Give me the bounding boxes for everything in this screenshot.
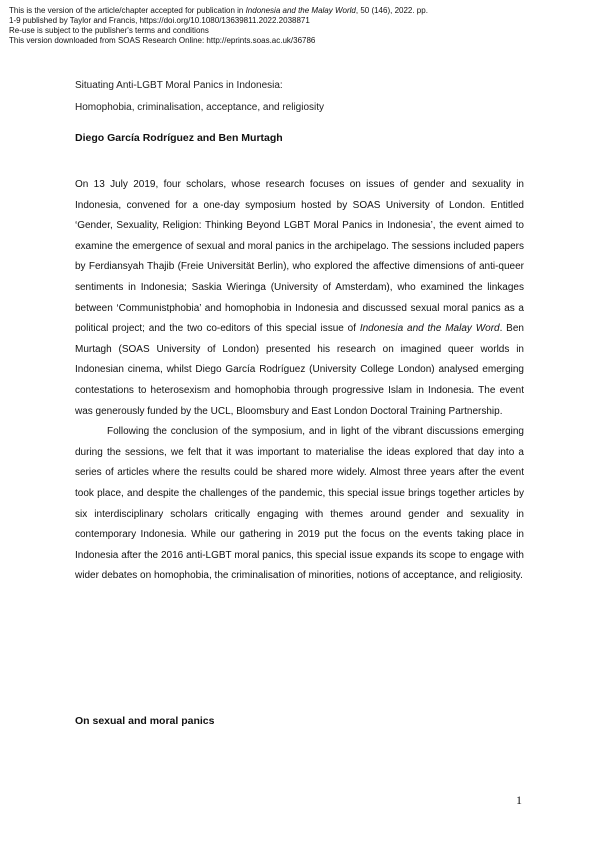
paragraph-1-text: On 13 July 2019, four scholars, whose research focuses on issues of gender and sexuality in Indonesia, convened for a one-day symposium hosted by SOAS University of London. Entitled ‘Gender, Sexuality, Religion: Thinking Beyond LGBT Moral Panics in Indonesia’, the event aimed to examine the emergence of sexual and moral panics in the archipelago. The sessions included papers by Ferdiansyah Thajib (Freie Universität Berlin), who explored the affective dimensions of anti-queer sentiments in Indonesia; Saskia Wieringa (University of Amsterdam), who examined the linkages between ‘Communistphobia’ and homophobia in Indonesia and discussed sexual moral panics as a political project; and the two co-editors of this special issue of [75, 179, 524, 335]
header-line-4: This version downloaded from SOAS Research Online: http://eprints.soas.ac.uk/36786 [9, 36, 316, 45]
header-line-1-text: This is the version of the article/chapter accepted for publication in [9, 6, 246, 15]
section-heading: On sexual and moral panics [75, 715, 215, 727]
title-line-1: Situating Anti-LGBT Moral Panics in Indonesia: [75, 80, 283, 91]
paragraph-2: Following the conclusion of the symposium, and in light of the vibrant discussions emerging during the sessions, we felt that it was important to materialise the ideas explored that day into a series of articles where the results could be shared more widely. Almost three years after the event took place, and despite the challenges of the pandemic, this special issue brings together articles by six interdisciplinary scholars critically engaging with themes around gender and sexuality in contemporary Indonesia. While our gathering in 2019 put the focus on the events taking place in Indonesia after the 2016 anti-LGBT moral panics, this special issue expands its scope to engage with wider debates on homophobia, the criminalisation of minorities, notions of acceptance, and religiosity. [75, 426, 524, 582]
repository-header [9, 6, 584, 46]
paragraph-1-text-continued: . Ben Murtagh (SOAS University of London) presented his research on imagined queer worlds in Indonesian cinema, whilst Diego García Rodríguez (University College London) analysed emerging contestations to heterosexism and homophobia through progressive Islam in Indonesia. The event was generously funded by the UCL, Bloomsbury and East London Doctoral Training Partnership. [75, 323, 524, 417]
header-line-2: 1-9 published by Taylor and Francis, https://doi.org/10.1080/13639811.2022.2038871 [9, 16, 310, 25]
header-line-3: Re-use is subject to the publisher's terms and conditions [9, 26, 209, 35]
authors: Diego García Rodríguez and Ben Murtagh [75, 132, 283, 144]
header-line-1-suffix: , 50 (146), 2022. pp. [355, 6, 428, 15]
article-title [75, 75, 515, 119]
header-journal-name: Indonesia and the Malay World [245, 6, 356, 15]
page-number: 1 [516, 793, 522, 807]
article-body [75, 175, 524, 587]
paragraph-1-journal-name: Indonesia and the Malay Word [359, 323, 500, 335]
title-line-2: Homophobia, criminalisation, acceptance, and religiosity [75, 102, 325, 113]
paragraph-1 [75, 175, 524, 422]
header-line-1 [9, 6, 584, 16]
